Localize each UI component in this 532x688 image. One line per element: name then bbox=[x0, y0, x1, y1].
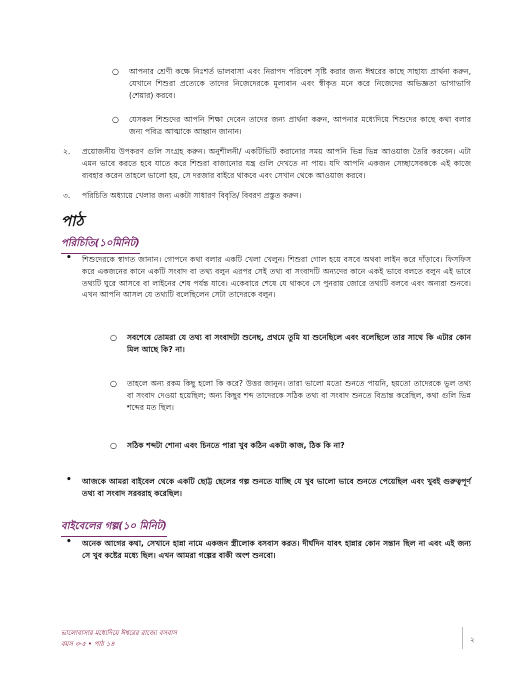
hollow-bullet-icon: ○ bbox=[110, 379, 117, 388]
hollow-bullet-icon: ○ bbox=[112, 67, 119, 76]
bullet-icon: • bbox=[66, 537, 72, 547]
footer-divider bbox=[462, 627, 463, 649]
footer-title: ভালোবাসার মধ্যেদিয়ে ঈশ্বরের রাজ্যে বসবাস bbox=[61, 629, 177, 637]
introduction-closing: আজকে আমরা বাইবেল থেকে একটি ছোট্ট ছেলের গল্প শুনতে যাচ্ছি যে খুব ভালো ভাবে শুনতে পেয়েছিল এবং খুবই গুরুত্বপূর্ণ তথ্য বা সংবাদ সরবরাহ করেছিল। bbox=[82, 477, 471, 498]
question-3: সঠিক শব্দটা শোনা এবং চিনতে পারা খুব কঠিন একটা কাজ, ঠিক কি না? bbox=[127, 441, 345, 450]
list-number: ২. bbox=[63, 147, 71, 156]
hollow-bullet-icon: ○ bbox=[110, 333, 117, 342]
bullet-icon: • bbox=[66, 253, 72, 263]
section-title-introduction: পরিচিতি(১০মিনিট) bbox=[61, 236, 140, 254]
question-1: সবশেষে তোমরা যে তথ্য বা সংবাদটা শুনেছ, প্রথমে তুমি যা শুনেছিলে এবং বলেছিলে তার সাথে কি এটার কোন মিল আছে কি? না। bbox=[127, 333, 471, 354]
section-title-bible-story: বাইবেলের গল্প(১০ মিনিট) bbox=[61, 519, 167, 537]
numbered-item-3: পরিচিতি অধ্যায়ে খেলার জন্য একটা সাধারণ বিবৃতি/ বিবরণ প্রস্তুত করুন। bbox=[82, 191, 302, 200]
intro-subitem-1: আপনার শ্রেণী কক্ষে নিঃশর্ত ভালবাসা এবং নিরাপদ পরিবেশ সৃষ্টি করার জন্য ঈশ্বরের কাছে সাহায্য প্রার্থনা করুন, যেখানে শিশুরা প্রত্যেকে তাদের নিজেদেরকে মূল্যবান এবং স্বীকৃত মনে করে নিজেদের অভিজ্ঞতা ভাগাভাগি (শেয়ার) করবে। bbox=[129, 67, 471, 100]
intro-subitem-2: যেসকল শিশুদের আপনি শিক্ষা দেবেন তাদের জন্য প্রার্থনা করুন, আপনার মধ্যেদিয়ে শিশুদের কাছে কথা বলার জন্য পবিত্র আত্মাকে আহ্বান জানান। bbox=[129, 115, 471, 136]
bullet-icon: • bbox=[66, 475, 72, 485]
question-2: তাহলে অন্য রকম কিছু হলো কি করে? উত্তর জানুন। তারা ভালো মতো শুনতে পায়নি, হয়তো তাদেরকে ভুল তথ্য বা সংবাদ দেওয়া হয়েছিল; অন্য কিছুর শব্দ তাদেরকে সঠিক তথ্য বা সংবাদ শুনতে বিভ্রান্ত করেছিল, কথা গুলি ভিন্ন শব্দের মত ছিল। bbox=[127, 379, 471, 412]
numbered-item-2: প্রয়োজনীয় উপকরণ গুলি সংগ্রহ করুন। অনুশীলনী/ একটিভিটি করানোর সময় আপনি ভিন্ন ভিন্ন আওয়াজ তৈরি করবেন। এটা এমন ভাবে করতে হবে যাতে করে শিশুরা বাজানোর যন্ত্র গুলি দেখতে না পায়। যদি আপনি একজন সেচ্ছাসেবককে এই কাজে ব্যবহার করেন তাহলে ভালো হয়, সে দরজার বাইরে থাকবে এবং সেখান থেকে আওয়াজ করবে। bbox=[82, 147, 471, 180]
hollow-bullet-icon: ○ bbox=[110, 441, 117, 450]
list-number: ৩. bbox=[63, 191, 71, 200]
introduction-paragraph: শিশুদেরকে স্বাগত জানান। গোপনে কথা বলার একটি খেলা খেলুন। শিশুরা গোল হয়ে বসবে অথবা লাইন করে দাঁড়াবে। ফিসফিস করে একজনের কানে একটি সংবাদ বা তথ্য বলুন এরপর সেই তথ্য বা সংবাদটি অন্যদের কানে একই ভাবে বলতে বলুন এই ভাবে তথ্যটি ঘুরে আসবে বা লাইনের শেষ পর্যন্ত যাবে। একেবারে শেষে যে থাকবে সে পুনরায় জোরে তথ্যটি বলবে এবং অন্যরা শুনবে। এখন আপনি আসল যে তথ্যটি বলেছিলেন সেটা তাদেরকে বলুন। bbox=[82, 255, 471, 300]
page-number: ২ bbox=[470, 636, 475, 644]
bible-story-paragraph: অনেক আগের কথা, সেখানে হান্না নামে একজন স্ত্রীলোক বসবাস করত। দীর্ঘদিন যাবৎ হান্নার কোন সন্তান ছিল না এবং এই জন্য সে খুব কষ্টের মধ্যে ছিল। এখন আমরা গল্পের বাকী অংশ শুনবো। bbox=[82, 539, 471, 560]
footer-subtitle: বয়স ৩-৫ • পাঠ ১৪ bbox=[61, 640, 115, 648]
hollow-bullet-icon: ○ bbox=[112, 115, 119, 124]
lesson-heading: পাঠ bbox=[61, 212, 84, 230]
